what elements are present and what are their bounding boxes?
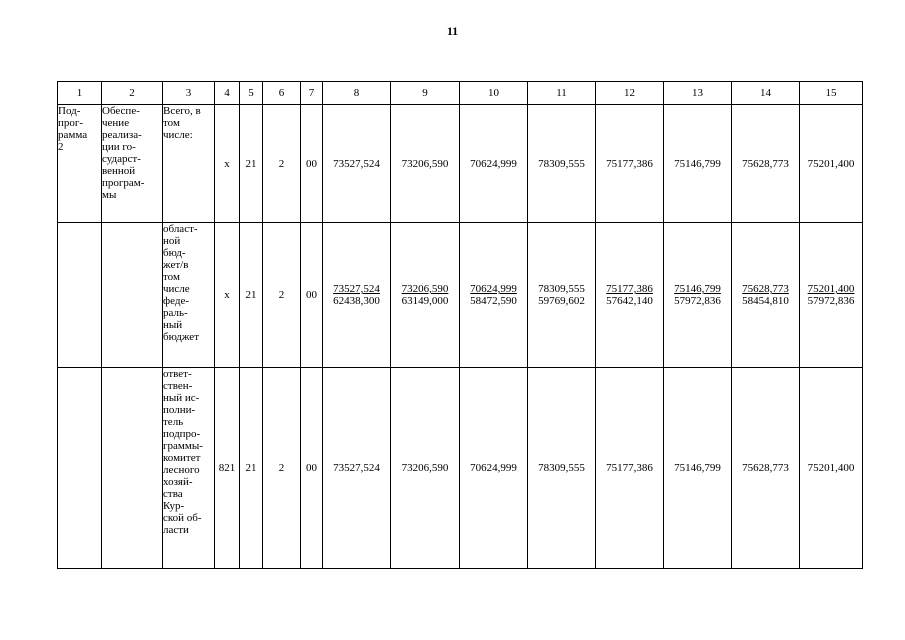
cell-value: 75628,773 <box>732 368 800 569</box>
federal-budget-value: 62438,300 <box>333 295 380 307</box>
cell-value: 73527,524 <box>323 105 391 223</box>
column-header: 6 <box>263 82 301 105</box>
page-number: 11 <box>446 24 459 38</box>
column-header: 11 <box>528 82 596 105</box>
column-header: 1 <box>58 82 102 105</box>
column-header: 8 <box>323 82 391 105</box>
federal-budget-value: 57972,836 <box>674 295 721 307</box>
empty-cell <box>102 223 163 368</box>
cell-code: 2 <box>263 105 301 223</box>
column-header: 13 <box>664 82 732 105</box>
budget-table <box>57 81 863 569</box>
cell-value: 75177,386 <box>596 368 664 569</box>
cell-value: 75201,400 <box>800 368 863 569</box>
federal-budget-value: 57642,140 <box>606 295 653 307</box>
cell-code: 00 <box>301 105 323 223</box>
regional-budget-value: 78309,555 <box>538 283 585 295</box>
column-header: 3 <box>163 82 215 105</box>
table-row <box>58 368 863 569</box>
regional-budget-value: 75146,799 <box>674 283 721 295</box>
column-header: 12 <box>596 82 664 105</box>
regional-budget-value: 70624,999 <box>470 283 517 295</box>
column-header: 4 <box>215 82 240 105</box>
cell-code: 821 <box>215 368 240 569</box>
cell-value-pair <box>323 223 391 368</box>
cell-value-pair <box>732 223 800 368</box>
cell-code: 2 <box>263 223 301 368</box>
cell-code: х <box>215 105 240 223</box>
regional-budget-value: 73206,590 <box>401 283 449 295</box>
cell-value-pair <box>391 223 460 368</box>
column-header: 10 <box>460 82 528 105</box>
column-header: 7 <box>301 82 323 105</box>
cell-value: 70624,999 <box>460 368 528 569</box>
cell-value: 78309,555 <box>528 105 596 223</box>
cell-value: 73206,590 <box>391 105 460 223</box>
regional-budget-value: 75177,386 <box>606 283 653 295</box>
federal-budget-value: 63149,000 <box>401 295 449 307</box>
cell-value: 75146,799 <box>664 105 732 223</box>
cell-value-pair <box>596 223 664 368</box>
column-header: 9 <box>391 82 460 105</box>
federal-budget-value: 59769,602 <box>538 295 585 307</box>
federal-budget-value: 58472,590 <box>470 295 517 307</box>
empty-cell <box>58 223 102 368</box>
regional-budget-value: 75201,400 <box>807 283 855 295</box>
regional-budget-value: 75628,773 <box>742 283 789 295</box>
federal-budget-value: 58454,810 <box>742 295 789 307</box>
table-header-row <box>58 82 863 105</box>
table-row <box>58 223 863 368</box>
cell-code: 00 <box>301 223 323 368</box>
empty-cell <box>102 368 163 569</box>
cell-value: 75628,773 <box>732 105 800 223</box>
column-header: 2 <box>102 82 163 105</box>
cell-code: 21 <box>240 368 263 569</box>
column-header: 15 <box>800 82 863 105</box>
cell-code: х <box>215 223 240 368</box>
cell-value-pair <box>800 223 863 368</box>
funding-source: Всего, в том числе: <box>163 105 201 141</box>
cell-value-pair <box>460 223 528 368</box>
federal-budget-value: 57972,836 <box>807 295 855 307</box>
cell-value: 70624,999 <box>460 105 528 223</box>
regional-budget-value: 73527,524 <box>333 283 380 295</box>
cell-code: 00 <box>301 368 323 569</box>
cell-value: 73527,524 <box>323 368 391 569</box>
table-row <box>58 105 863 223</box>
cell-value-pair <box>528 223 596 368</box>
funding-source: област- ной бюд- жет/в том числе феде- раль- ный бюджет <box>163 223 199 343</box>
cell-code: 2 <box>263 368 301 569</box>
column-header: 5 <box>240 82 263 105</box>
subprogram-label: Под- прог- рамма 2 <box>58 105 88 153</box>
cell-value: 75146,799 <box>664 368 732 569</box>
cell-code: 21 <box>240 223 263 368</box>
column-header: 14 <box>732 82 800 105</box>
subprogram-name: Обеспе- чение реализа- ции го- сударст- венной програм- мы <box>102 105 145 201</box>
responsible-executor: ответ- ствен- ный ис- полни- тель подпро- граммы- комитет лесного хозяй- ства Кур- ской об- ласти <box>163 368 203 536</box>
cell-value: 75201,400 <box>800 105 863 223</box>
cell-value: 78309,555 <box>528 368 596 569</box>
cell-code: 21 <box>240 105 263 223</box>
cell-value-pair <box>664 223 732 368</box>
cell-value: 75177,386 <box>596 105 664 223</box>
empty-cell <box>58 368 102 569</box>
cell-value: 73206,590 <box>391 368 460 569</box>
